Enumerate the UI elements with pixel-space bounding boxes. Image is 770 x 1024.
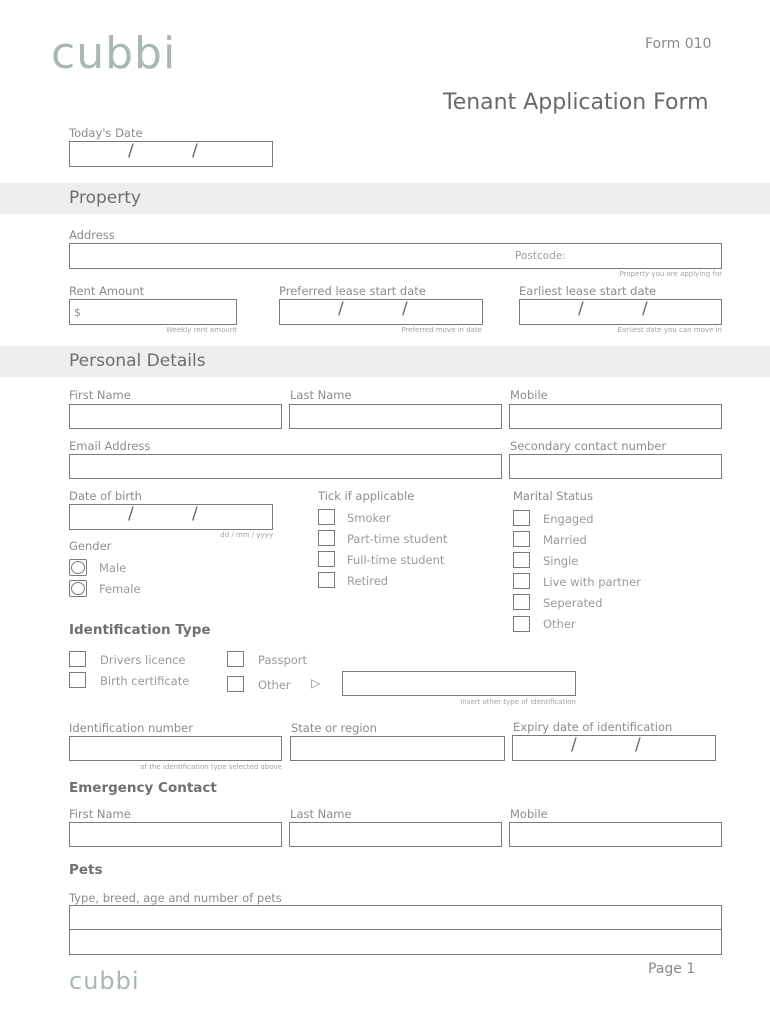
smoker-checkbox[interactable]: [318, 509, 335, 525]
full-time-student-label: Full-time student: [347, 553, 445, 567]
gender-female-radio[interactable]: [69, 580, 87, 597]
identification-heading: Identification Type: [69, 622, 211, 638]
marital-other-checkbox[interactable]: [513, 616, 530, 632]
address-hint: Property you are applying for: [619, 270, 722, 278]
property-section-band: [0, 183, 770, 214]
expiry-date-label: Expiry date of identification: [513, 720, 673, 734]
passport-checkbox[interactable]: [227, 651, 244, 667]
address-label: Address: [69, 228, 115, 242]
id-number-label: Identification number: [69, 721, 193, 735]
live-with-partner-checkbox[interactable]: [513, 573, 530, 589]
other-id-hint: Insert other type of identification: [460, 698, 576, 706]
dob-field[interactable]: [69, 504, 273, 530]
pets-label: Type, breed, age and number of pets: [69, 891, 282, 905]
first-name-label: First Name: [69, 388, 131, 402]
separated-label: Seperated: [543, 596, 603, 610]
state-region-field[interactable]: [290, 736, 505, 761]
earliest-lease-label: Earliest lease start date: [519, 284, 657, 298]
form-number: Form 010: [645, 36, 712, 52]
married-label: Married: [543, 533, 587, 547]
emergency-mobile-field[interactable]: [509, 822, 722, 847]
engaged-checkbox[interactable]: [513, 510, 530, 526]
date-separator: /: [402, 299, 408, 319]
id-number-field[interactable]: [69, 736, 282, 761]
date-separator: /: [635, 735, 641, 755]
emergency-last-name-field[interactable]: [289, 822, 502, 847]
drivers-licence-checkbox[interactable]: [69, 651, 86, 667]
emergency-first-name-label: First Name: [69, 807, 131, 821]
pets-field-divider: [70, 929, 721, 930]
pets-field[interactable]: [69, 905, 722, 955]
part-time-student-checkbox[interactable]: [318, 530, 335, 546]
smoker-label: Smoker: [347, 511, 391, 525]
birth-certificate-checkbox[interactable]: [69, 672, 86, 688]
preferred-lease-field[interactable]: [279, 299, 483, 325]
gender-female-label: Female: [99, 582, 141, 596]
emergency-contact-heading: Emergency Contact: [69, 780, 217, 796]
retired-checkbox[interactable]: [318, 572, 335, 588]
page-title: Tenant Application Form: [443, 90, 709, 115]
mobile-label: Mobile: [510, 388, 548, 402]
last-name-field[interactable]: [289, 404, 502, 429]
mobile-field[interactable]: [509, 404, 722, 429]
rent-hint: Weekly rent amount: [166, 326, 237, 334]
secondary-contact-field[interactable]: [509, 454, 722, 479]
todays-date-field[interactable]: [69, 141, 273, 167]
dob-label: Date of birth: [69, 489, 142, 503]
passport-label: Passport: [258, 653, 308, 667]
retired-label: Retired: [347, 574, 389, 588]
date-separator: /: [578, 299, 584, 319]
earliest-lease-field[interactable]: [519, 299, 722, 325]
postcode-label: Postcode:: [515, 250, 566, 262]
page-number: Page 1: [648, 961, 696, 977]
dollar-prefix: $: [74, 306, 81, 319]
gender-male-radio[interactable]: [69, 559, 87, 576]
drivers-licence-label: Drivers licence: [100, 653, 186, 667]
dob-hint: dd / mm / yyyy: [220, 531, 273, 539]
date-separator: /: [128, 141, 134, 161]
cubbi-footer-logo: cubbi: [69, 967, 140, 995]
gender-label: Gender: [69, 539, 112, 553]
id-other-label: Other: [258, 678, 291, 692]
date-separator: /: [642, 299, 648, 319]
single-checkbox[interactable]: [513, 552, 530, 568]
pets-heading: Pets: [69, 862, 103, 878]
state-region-label: State or region: [291, 721, 377, 735]
engaged-label: Engaged: [543, 512, 594, 526]
tick-applicable-label: Tick if applicable: [318, 489, 415, 503]
marital-other-label: Other: [543, 617, 576, 631]
id-number-hint: of the identification type selected above: [140, 763, 282, 771]
part-time-student-label: Part-time student: [347, 532, 448, 546]
date-separator: /: [192, 141, 198, 161]
personal-section-band: [0, 346, 770, 377]
last-name-label: Last Name: [290, 388, 352, 402]
full-time-student-checkbox[interactable]: [318, 551, 335, 567]
email-label: Email Address: [69, 439, 151, 453]
single-label: Single: [543, 554, 579, 568]
preferred-lease-hint: Preferred move in date: [401, 326, 482, 334]
separated-checkbox[interactable]: [513, 594, 530, 610]
date-separator: /: [338, 299, 344, 319]
live-with-partner-label: Live with partner: [543, 575, 641, 589]
first-name-field[interactable]: [69, 404, 282, 429]
date-separator: /: [192, 504, 198, 524]
birth-certificate-label: Birth certificate: [100, 674, 190, 688]
arrow-right-icon: ▷: [311, 676, 321, 690]
date-separator: /: [571, 735, 577, 755]
marital-status-label: Marital Status: [513, 489, 593, 503]
earliest-lease-hint: Earliest date you can move in: [617, 326, 722, 334]
rent-amount-field[interactable]: [69, 299, 237, 325]
property-heading: Property: [69, 188, 141, 208]
other-id-type-field[interactable]: [342, 671, 576, 696]
id-other-checkbox[interactable]: [227, 676, 244, 692]
emergency-last-name-label: Last Name: [290, 807, 352, 821]
rent-amount-label: Rent Amount: [69, 284, 145, 298]
todays-date-label: Today's Date: [69, 126, 143, 140]
gender-male-label: Male: [99, 561, 127, 575]
expiry-date-field[interactable]: [512, 735, 716, 761]
cubbi-logo: cubbi: [51, 28, 177, 79]
preferred-lease-label: Preferred lease start date: [279, 284, 426, 298]
address-field[interactable]: [69, 243, 722, 269]
personal-heading: Personal Details: [69, 351, 206, 371]
email-field[interactable]: [69, 454, 502, 479]
emergency-mobile-label: Mobile: [510, 807, 548, 821]
emergency-first-name-field[interactable]: [69, 822, 282, 847]
secondary-contact-label: Secondary contact number: [510, 439, 667, 453]
date-separator: /: [128, 504, 134, 524]
married-checkbox[interactable]: [513, 531, 530, 547]
